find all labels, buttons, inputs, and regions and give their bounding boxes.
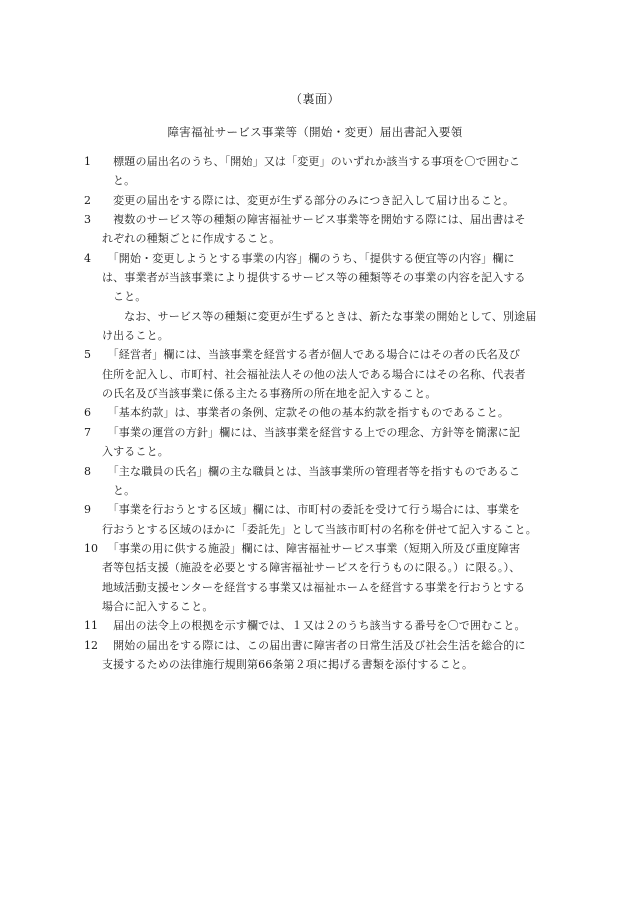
item-number: 11 [84,619,98,633]
page-title: 障害福祉サービス事業等（開始・変更）届出書記入要領 [167,125,463,139]
item-line: 場合に記入すること。 [102,599,214,613]
item-line: は、事業者が当該事業により提供するサービス等の種類等その事業の内容を記入する [102,271,526,285]
item-line: 標題の届出名のうち、「開始」又は「変更」のいずれか該当する事項を〇で囲むこ [102,155,521,168]
instruction-item [84,500,554,539]
instruction-list [84,152,554,674]
item-number: 3 [84,213,91,227]
item-line: 複数のサービス等の種類の障害福祉サービス事業等を開始する際には、届出書はそ [102,213,526,227]
item-number: 9 [84,503,91,517]
item-line: 「事業の用に供する施設」欄には、障害福祉サービス事業（短期入所及び重度障害 [102,541,521,555]
item-line: 「事業を行おうとする区域」欄には、市町村の委託を受けて行う場合には、事業を [102,503,521,517]
instruction-item [84,210,554,249]
item-number: 5 [84,348,91,362]
item-line: 入すること。 [102,445,169,459]
item-line: の氏名及び当該事業に係る主たる事務所の所在地を記入すること。 [102,387,437,401]
item-line: 「主な職員の氏名」欄の主な職員とは、当該事業所の管理者等を指すものであるこ [102,464,521,478]
instruction-item [84,191,554,210]
item-line: こと。 [113,290,147,304]
reverse-side-label: （裏面） [289,92,340,106]
item-number: 1 [84,155,91,168]
instruction-item [84,462,554,501]
instruction-item [84,403,554,422]
instruction-item [84,636,554,675]
item-line: 地域活動支援センターを経営する事業又は福祉ホームを経営する事業を行おうとする [102,580,526,594]
item-number: 6 [84,406,91,420]
item-line: 「基本約款」は、事業者の条例、定款その他の基本約款を指すものであること。 [102,406,510,420]
instruction-item [84,345,554,403]
item-line: 開始の届出をする際には、この届出書に障害者の日常生活及び社会生活を総合的に [102,638,526,652]
instruction-item [84,249,554,346]
item-line: と。 [113,174,136,188]
item-number: 10 [84,541,98,555]
instruction-item [84,616,554,635]
item-line: け出ること。 [102,329,169,343]
item-line: 変更の届出をする際には、変更が生ずる部分のみにつき記入して届け出ること。 [102,193,515,207]
item-line: 住所を記入し、市町村、社会福祉法人その他の法人である場合にはその名称、代表者 [102,367,526,381]
instruction-item [84,423,554,462]
item-line: 者等包括支援（施設を必要とする障害福祉サービスを行うものに限る。）に限る。）、 [102,561,521,575]
item-line: 支援するための法律施行規則第66条第２項に掲げる書類を添付すること。 [102,657,474,671]
item-line: 届出の法令上の根拠を示す欄では、１又は２のうち該当する番号を〇で囲むこと。 [102,619,526,633]
item-line: れぞれの種類ごとに作成すること。 [102,232,281,246]
item-number: 2 [84,193,91,207]
item-number: 4 [84,251,91,265]
item-line: 「事業の運営の方針」欄には、当該事業を経営する上での理念、方針等を簡潔に記 [102,425,521,439]
item-line: と。 [113,483,136,497]
item-number: 7 [84,425,91,439]
item-line: 行おうとする区域のほかに「委託先」として当該市町村の名称を併せて記入すること。 [102,522,537,536]
item-number: 12 [84,638,98,652]
item-line: 「経営者」欄には、当該事業を経営する者が個人である場合にはその者の氏名及び [102,348,521,362]
item-line: 「開始・変更しようとする事業の内容」欄のうち、「提供する便宜等の内容」欄に [102,251,515,265]
instruction-item [84,152,554,191]
item-number: 8 [84,464,91,478]
item-line: なお、サービス等の種類に変更が生ずるときは、新たな事業の開始として、別途届 [113,309,537,323]
instruction-item [84,539,554,616]
